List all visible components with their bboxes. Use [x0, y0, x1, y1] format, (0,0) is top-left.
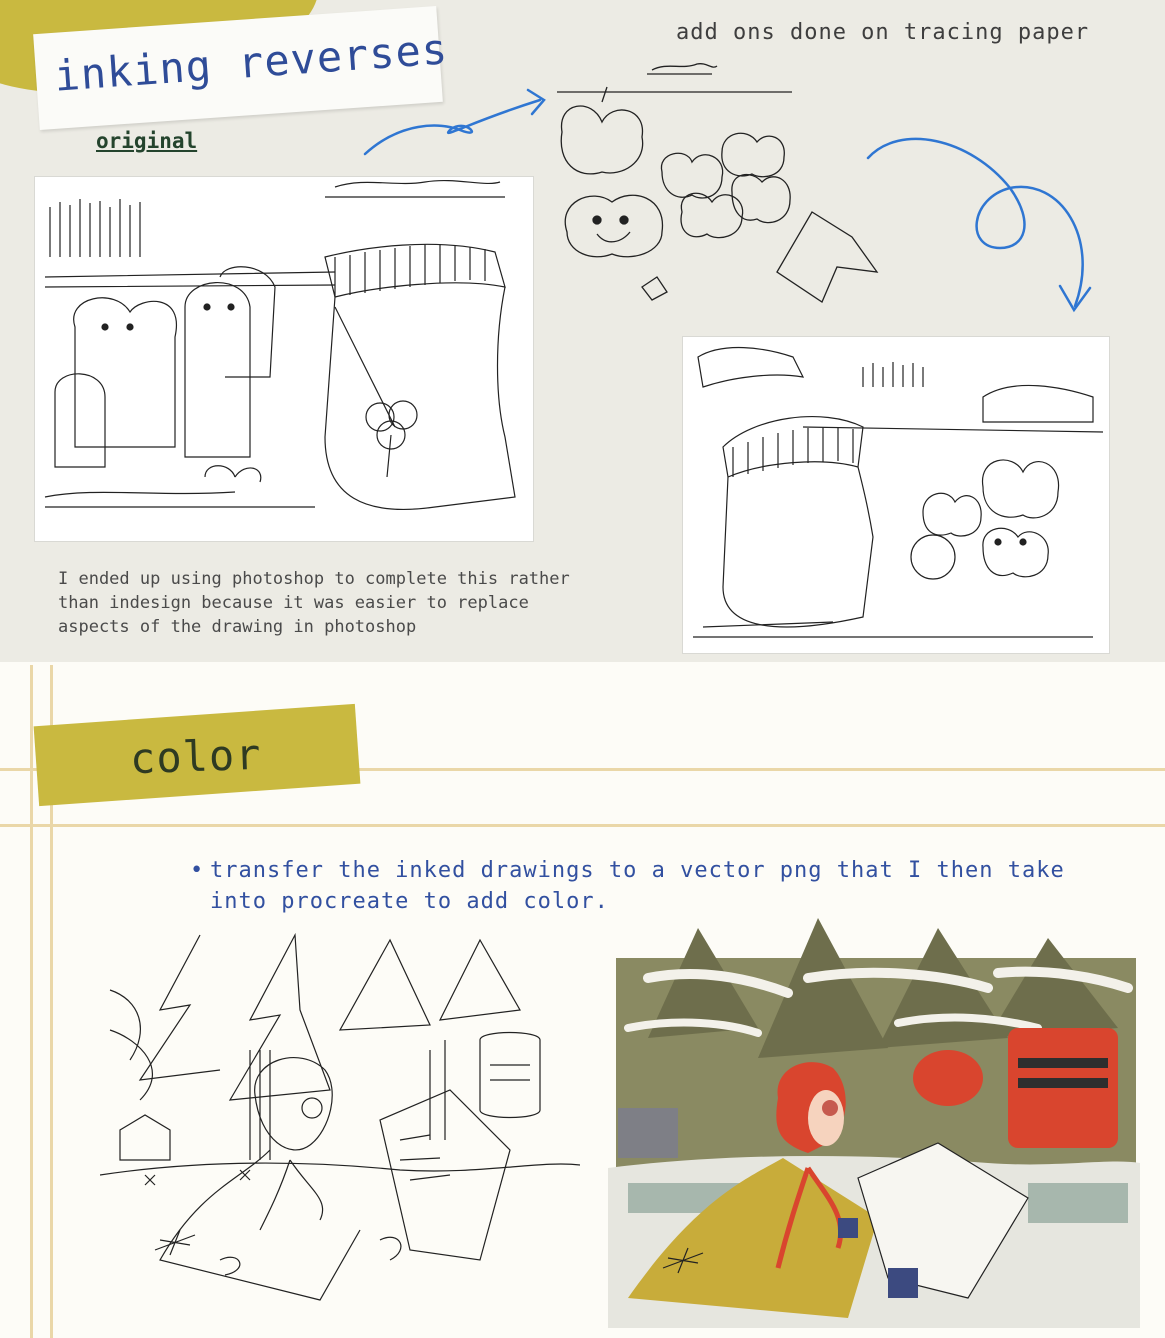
- curly-arrow-icon: [360, 82, 560, 162]
- original-label: original: [96, 129, 198, 153]
- horizontal-rule-2: [0, 824, 1165, 827]
- loop-arrow-icon: [860, 128, 1100, 318]
- colored-forest-drawing: [608, 918, 1140, 1328]
- original-ink-drawing: [34, 176, 534, 542]
- inking-title: inking reverses: [52, 24, 450, 101]
- inking-caption: I ended up using photoshop to complete this rather than indesign because it was easier to replace aspects of the drawing in photoshop: [58, 569, 570, 637]
- bullet-dot: •: [190, 858, 205, 883]
- pumpkins-addon-drawing: [552, 62, 882, 312]
- inking-section: [0, 0, 1165, 662]
- ink-forest-drawing: [100, 930, 580, 1310]
- color-title: color: [129, 729, 263, 784]
- addons-note: add ons done on tracing paper: [676, 20, 1090, 45]
- color-bullet: [190, 855, 1090, 917]
- color-bullet-text: transfer the inked drawings to a vector png that I then take into procreate to add color.: [210, 858, 1065, 914]
- vertical-rule-1: [30, 665, 33, 1338]
- final-ink-composite: [682, 336, 1110, 654]
